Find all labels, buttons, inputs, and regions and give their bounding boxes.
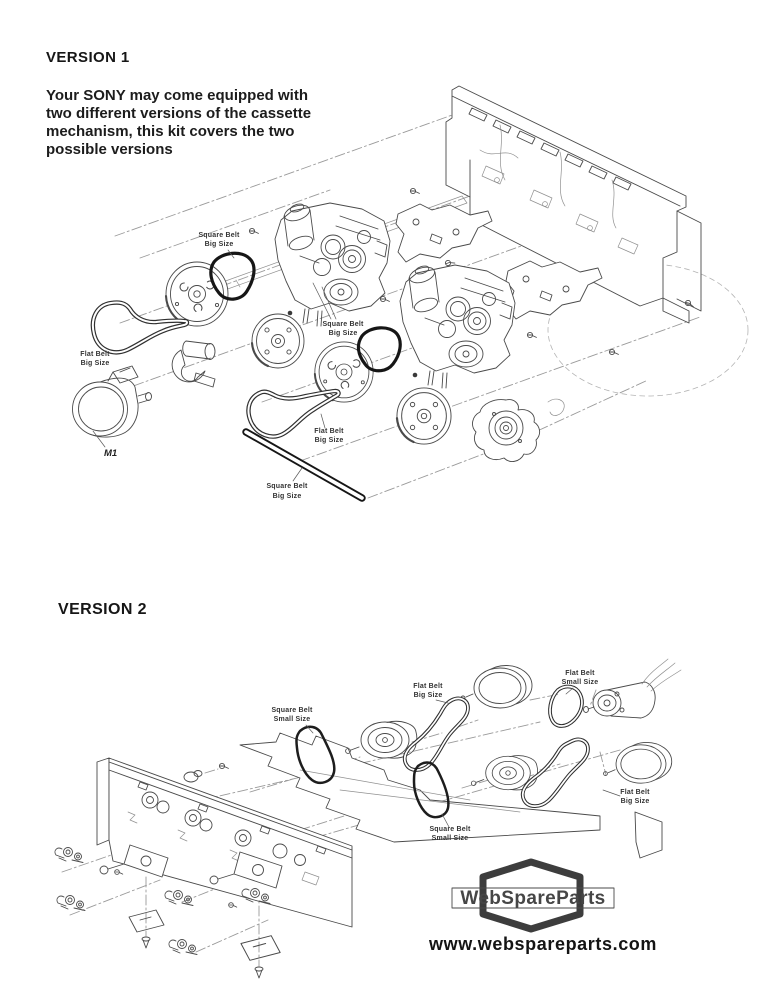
v1-flywheel-2: [252, 314, 304, 368]
label-v2-square-small-1-line1: Square Belt: [271, 707, 313, 714]
label-flat-belt-left-line2: Big Size: [80, 360, 110, 367]
v2-drop-screws: [142, 937, 263, 978]
version1-intro-text: Your SONY may come equipped with two different versions of the cassette mechanism, this kit covers the two possible versions: [46, 87, 312, 158]
v2-right-disc: [604, 742, 672, 783]
v2-motor: [584, 659, 682, 718]
v1-square-belt-2: [358, 328, 400, 371]
logo-text: WebSpareParts: [460, 888, 606, 909]
label-v2-flat-big-2-line1: Flat Belt: [620, 789, 650, 796]
v1-mechanism-left: [275, 202, 390, 326]
v1-mechanism-right: [400, 264, 515, 388]
label-v2-square-small-2-line2: Small Size: [431, 835, 469, 842]
label-square-belt-2-line1: Square Belt: [322, 321, 364, 328]
v2-flat-belt-big-2: [523, 739, 588, 806]
v2-flat-belt-big-1: [405, 698, 468, 770]
label-v2-square-small-1-line2: Small Size: [273, 716, 311, 723]
label-square-belt-long-line1: Square Belt: [266, 483, 308, 490]
webspareparts-logo: [452, 862, 614, 929]
label-v2-flat-big-1-line2: Big Size: [413, 692, 443, 699]
label-v2-flat-big-1-line1: Flat Belt: [413, 683, 443, 690]
v2-mounting-pads: [129, 910, 280, 960]
label-square-belt-1-line2: Big Size: [204, 241, 234, 248]
label-square-belt-2-line2: Big Size: [328, 330, 358, 337]
v2-flat-belt-small: [550, 687, 582, 726]
label-flat-belt-middle-line2: Big Size: [314, 437, 344, 444]
label-square-belt-long-line2: Big Size: [272, 493, 302, 500]
v2-diagram: [55, 659, 681, 978]
v1-diagram: [73, 86, 749, 500]
label-square-belt-1-line1: Square Belt: [198, 232, 240, 239]
v2-top-disc: [461, 666, 532, 709]
v1-flywheel-4: [397, 388, 451, 444]
label-flat-belt-middle-line1: Flat Belt: [314, 428, 344, 435]
v1-claw-bracket: [473, 399, 565, 461]
label-v2-flat-small-line2: Small Size: [561, 679, 599, 686]
label-flat-belt-left-line1: Flat Belt: [80, 351, 110, 358]
version1-heading: VERSION 1: [46, 49, 130, 66]
v1-motor-label: M1: [104, 448, 118, 459]
website-url: www.webspareparts.com: [429, 934, 658, 954]
label-v2-flat-small-line1: Flat Belt: [565, 670, 595, 677]
v1-motor-m1: [73, 366, 152, 447]
label-v2-flat-big-2-line2: Big Size: [620, 798, 650, 805]
version2-heading: VERSION 2: [58, 601, 147, 618]
label-v2-square-small-2-line1: Square Belt: [429, 826, 471, 833]
